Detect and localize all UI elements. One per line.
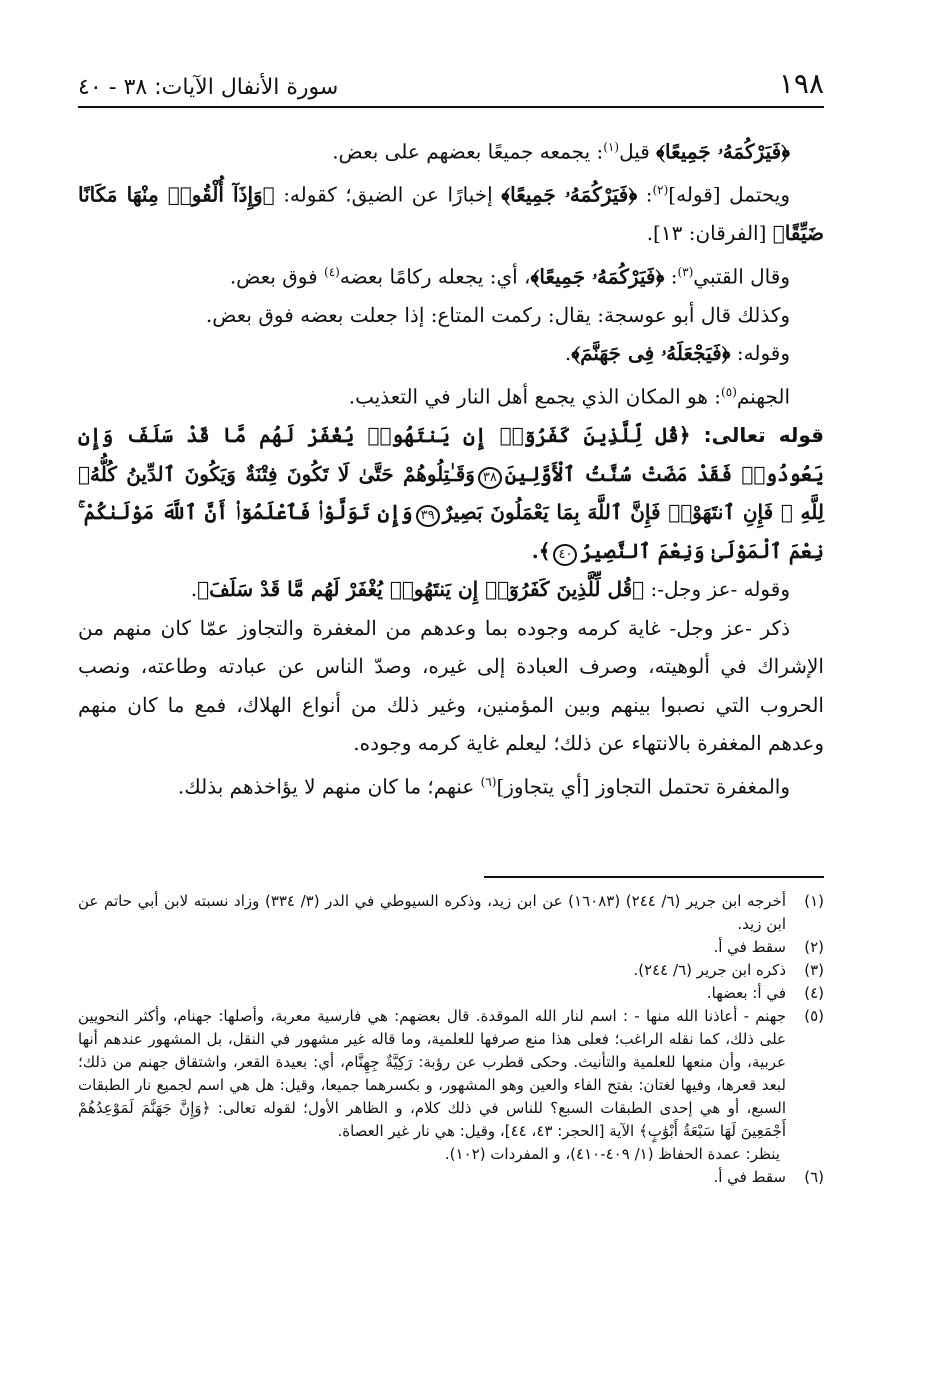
- footnote-text: سقط في أ.: [713, 938, 786, 956]
- footnote-number: (٤): [804, 984, 824, 1002]
- text-span: الجهنم: [736, 384, 790, 409]
- text-span: :: [637, 182, 653, 207]
- text-span: والمغفرة تحتمل التجاوز [أي يتجاوز]: [496, 774, 790, 799]
- footnote-number: (٢): [804, 938, 824, 956]
- verse-label: قوله تعالى:: [690, 423, 825, 448]
- text-span: .: [564, 341, 572, 366]
- text-span: فوق بعض.: [229, 264, 325, 289]
- footnote-marker: (٣): [677, 264, 694, 279]
- paragraph: [78, 373, 824, 416]
- text-span: وقال القتبي: [693, 264, 790, 289]
- quran-verse: وَإِن تَوَلَّوْا۟ فَٱعْلَمُوٓا۟ أَنَّ ٱللَّهَ مَوْلَىٰكُمْ ۚ نِعْمَ ٱلْمَوْلَىٰ وَنِعْمَ ٱلنَّصِيرُ: [78, 500, 824, 563]
- text-span: قيل: [619, 139, 657, 164]
- footnote-marker: (٦): [480, 774, 497, 789]
- text-span: وقوله -عز وجل-:: [644, 577, 790, 602]
- text-span: ويحتمل [قوله]: [668, 182, 790, 207]
- footnote-text: سقط في أ.: [713, 1168, 786, 1186]
- paragraph: [78, 570, 824, 609]
- quran-quote: ﴿فَيَرْكُمَهُۥ جَمِيعًا﴾: [501, 182, 638, 207]
- footnote-divider: [484, 876, 824, 878]
- text-span: .: [190, 577, 198, 602]
- quran-verse: ﴿قُل لِّلَّذِينَ كَفَرُوٓا۟ إِن يَنتَهُوا۟ يُغْفَرْ لَهُم مَّا قَدْ سَلَفَ وَإِن يَعُودُوا۟ فَقَدْ مَضَتْ سُنَّتُ ٱلْأَوَّلِينَ: [78, 423, 825, 486]
- footnote: [78, 890, 824, 936]
- footnote-number: (٣): [804, 961, 824, 979]
- quran-quote: ﴿وَإِذَآ أُلْقُوا۟ مِنْهَا مَكَانًا ضَيِّقًا﴾: [78, 182, 824, 246]
- quran-quote: ﴿فَيَجْعَلَهُۥ فِى جَهَنَّمَ﴾: [571, 341, 731, 366]
- paragraph: وكذلك قال أبو عوسجة: يقال: ركمت المتاع: إذا جعلت بعضه فوق بعض.: [205, 302, 790, 327]
- footnote-marker: (١): [603, 140, 620, 154]
- verse-number-badge: ٣٨: [478, 467, 502, 489]
- footnote-marker: (٤): [324, 264, 340, 279]
- quran-quote: ﴿فَيَرْكُمَهُۥ جَمِيعًا﴾: [530, 264, 665, 289]
- quran-verse: وَقَـٰتِلُوهُمْ حَتَّىٰ لَا تَكُونَ فِتْنَةٌ وَيَكُونَ ٱلدِّينُ كُلُّهُۥ لِلَّهِ ۚ فَإِنِ ٱنتَهَوْا۟ فَإِنَّ ٱللَّهَ بِمَا يَعْمَلُونَ بَصِيرٌ: [78, 461, 824, 525]
- verse-number-badge: ٤٠: [553, 544, 577, 566]
- paragraph: [78, 763, 824, 806]
- verse-block: [78, 416, 824, 570]
- footnote: [78, 1005, 824, 1143]
- text-span: : يجمعه جميعًا بعضهم على بعض.: [332, 139, 604, 164]
- main-text: [78, 128, 824, 806]
- footnote-text: جهنم - أعاذنا الله منها - : اسم لنار الله الموقدة. قال بعضهم: هي فارسية معربة، وأصلها: جهنام، وأكثر النحويين على ذلك، كما نقله الراغب؛ فعلى هذا منع صرفها للعلمية، وما قاله غير مشهور في النقل، بل المشهور عندهم أنها عربية، وأن منعها للعلمية والتأنيث. وحكى قطرب عن رؤبة: رَكِيَّةٌ جِهِنَّام، أي: بعيدة القعر، واشتقاق جهنم من ذلك؛ لبعد قعرها، وفيها لغتان: بفتح الفاء والعين وهو المشهور، و بكسرهما جميعا، وقيل: هل هي اسم لجميع نار الطبقات السبع، أو هي إحدى الطبقات السبع؟ للناس في ذلك كلام، و الظاهر الأول؛ لقوله تعالى: ﴿وَإِنَّ جَهَنَّمَ لَمَوْعِدُهُمْ أَجْمَعِينَ لَهَا سَبْعَةُ أَبْوَٰبٍ﴾ الآية [الحجر: ٤٣، ٤٤]، وقيل: هي نار غير العصاة.: [78, 1007, 786, 1140]
- text-span: :: [664, 264, 678, 289]
- quran-quote: ﴿فَيَرْكُمَهُۥ جَمِيعًا﴾: [656, 139, 790, 164]
- quran-reference: [الفرقان: ١٣].: [646, 221, 773, 246]
- footnote-reference-line: ينظر: عمدة الحفاظ (١/ ٤٠٩-٤١٠)، و المفردات (١٠٢).: [444, 1145, 780, 1163]
- paragraph: ذكر -عز وجل- غاية كرمه وجوده بما وعدهم من المغفرة والتجاوز عمّا كان منهم من الإشراك في ألوهيته، وصرف العبادة إلى غيره، وصدّ الناس عن عبادته وطاعته، ونصب الحروب التي نصبوا بينهم وبين المؤمنين، وغير ذلك من أنواع الهلاك، فمع ما كان منهم وعدهم المغفرة بالانتهاء عن ذلك؛ ليعلم غاية كرمه وجوده.: [78, 615, 824, 756]
- text-span: عنهم؛ ما كان منهم لا يؤاخذهم بذلك.: [177, 774, 481, 799]
- page-header: [78, 60, 824, 108]
- quran-quote: ﴿قُل لِّلَّذِينَ كَفَرُوٓا۟ إِن يَنتَهُوا۟ يُغْفَرْ لَهُم مَّا قَدْ سَلَفَ﴾: [197, 577, 645, 602]
- text-span: وقوله:: [730, 341, 790, 366]
- paragraph: [78, 253, 824, 296]
- footnote: [78, 982, 824, 1005]
- paragraph: [78, 171, 824, 253]
- footnotes: [78, 890, 824, 1189]
- footnote-number: (٦): [804, 1168, 824, 1186]
- running-title: سورة الأنفال الآيات: ٣٨ - ٤٠: [78, 75, 339, 100]
- footnote-text: ذكره ابن جرير (٦/ ٢٤٤).: [633, 961, 786, 979]
- text-span: : هو المكان الذي يجمع أهل النار في التعذيب.: [348, 384, 722, 409]
- footnote-text: أخرجه ابن جرير (٦/ ٢٤٤) (١٦٠٨٣) عن ابن زيد، وذكره السيوطي في الدر (٣/ ٣٣٤) وزاد نسبته لابن أبي حاتم عن ابن زيد.: [78, 892, 786, 933]
- footnote-text: في أ: بعضها.: [706, 984, 786, 1002]
- footnote: [78, 936, 824, 959]
- footnote: [78, 1166, 824, 1189]
- page-number: ١٩٨: [778, 67, 824, 100]
- footnote: [78, 959, 824, 982]
- quran-verse-end: ﴾.: [531, 538, 551, 563]
- footnote-marker: (٢): [652, 183, 669, 198]
- text-span: إخبارًا عن الضيق؛ كقوله:: [274, 182, 502, 207]
- footnote-number: (١): [804, 892, 824, 910]
- footnote-number: (٥): [804, 1007, 824, 1025]
- paragraph: [78, 128, 824, 171]
- footnote-marker: (٥): [721, 384, 737, 399]
- verse-number-badge: ٣٩: [416, 505, 440, 527]
- paragraph: [78, 334, 824, 373]
- text-span: ، أي: يجعله ركامًا بعضه: [339, 264, 531, 289]
